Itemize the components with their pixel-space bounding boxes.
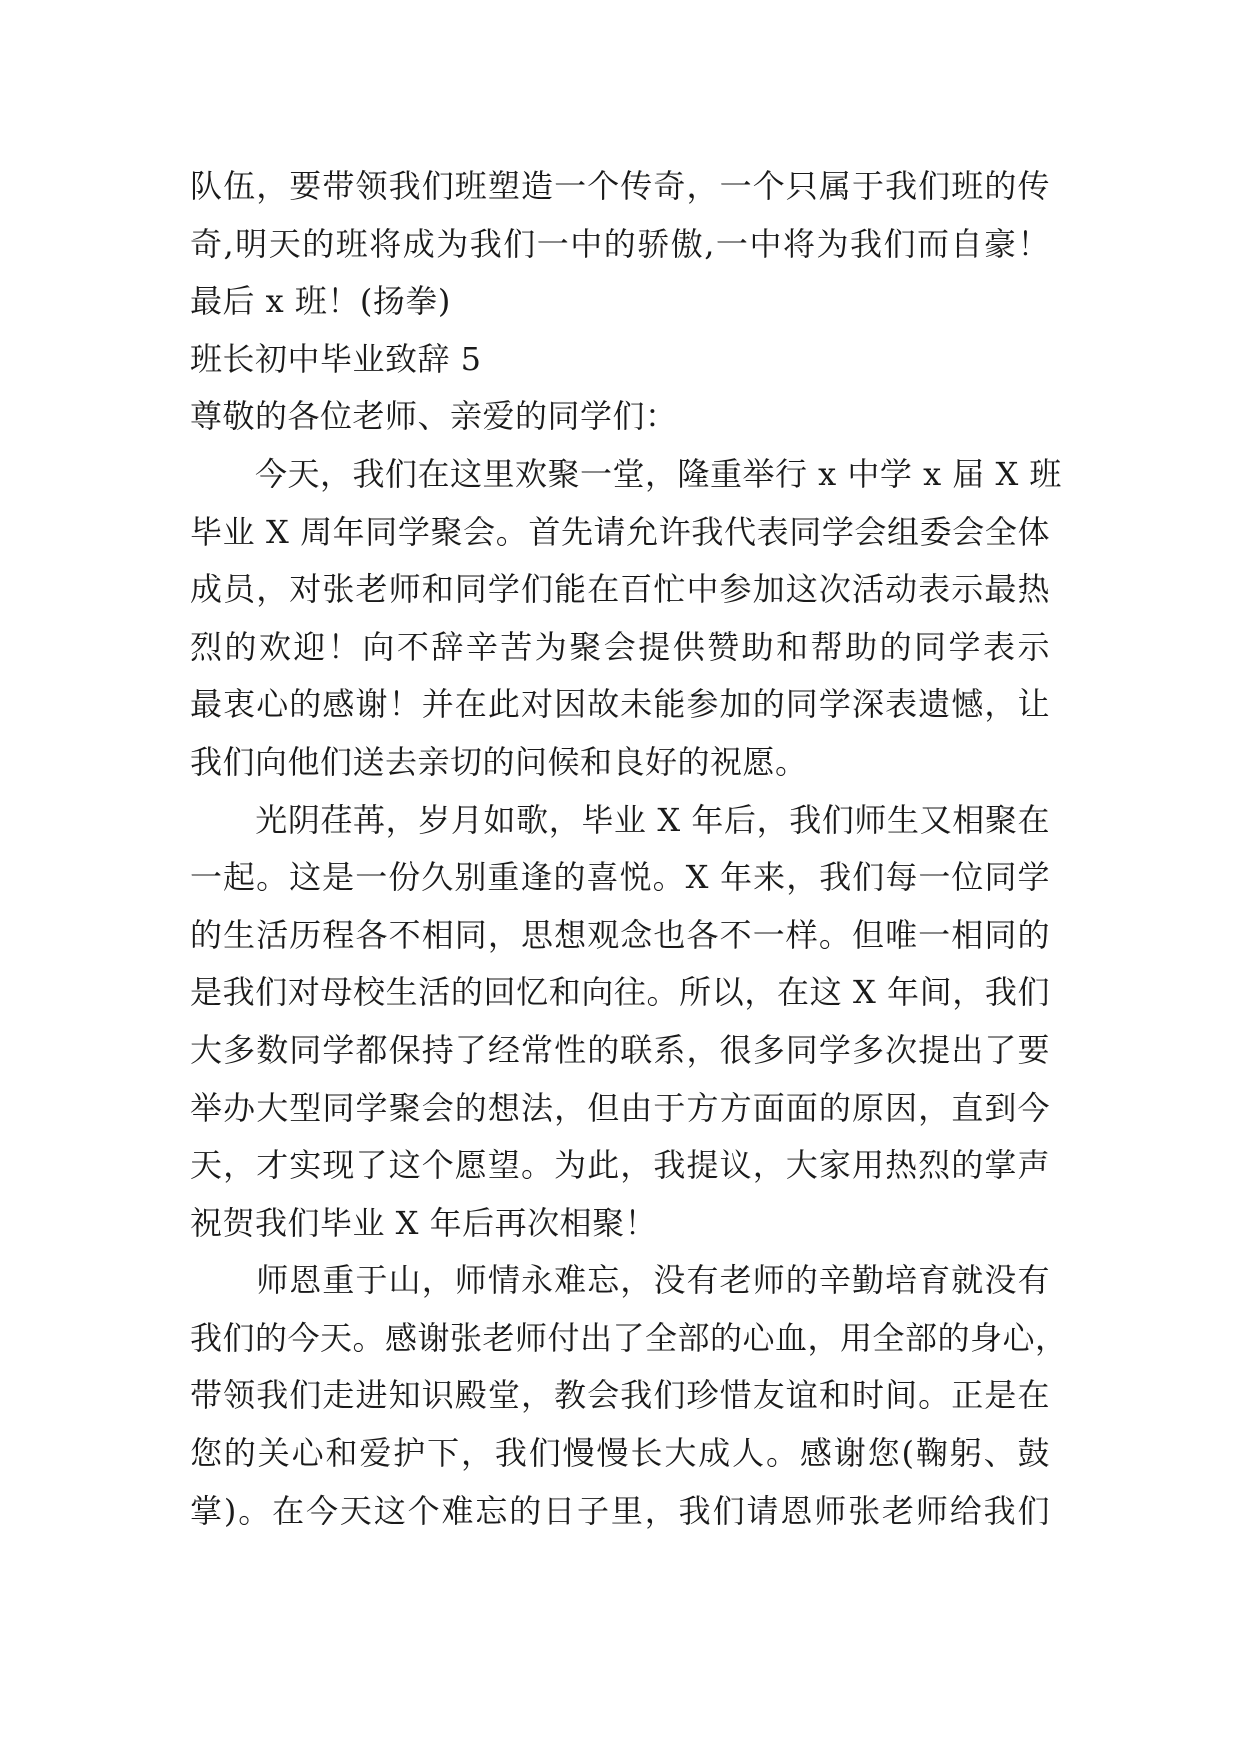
text-line: 毕业 X 周年同学聚会。首先请允许我代表同学会组委会全体 [190, 512, 1050, 551]
text-line: 我们的今天。感谢张老师付出了全部的心血，用全部的身心， [190, 1318, 1068, 1357]
text-line: 班长初中毕业致辞 5 [190, 339, 482, 378]
text-line: 尊敬的各位老师、亲爱的同学们： [190, 397, 678, 436]
text-line: 带领我们走进知识殿堂，教会我们珍惜友谊和时间。正是在 [190, 1376, 1050, 1415]
text-line: 的生活历程各不相同，思想观念也各不一样。但唯一相同的 [190, 915, 1050, 954]
text-line: 一起。这是一份久别重逢的喜悦。X 年来，我们每一位同学 [190, 858, 1050, 897]
text-line: 天，才实现了这个愿望。为此，我提议，大家用热烈的掌声 [190, 1146, 1050, 1185]
text-line: 您的关心和爱护下，我们慢慢长大成人。感谢您(鞠躬、鼓 [190, 1434, 1050, 1473]
document-body [190, 158, 1068, 1540]
text-line: 光阴荏苒，岁月如歌，毕业 X 年后，我们师生又相聚在 [190, 800, 1050, 839]
text-line: 是我们对母校生活的回忆和向往。所以，在这 X 年间，我们 [190, 973, 1050, 1012]
text-line: 祝贺我们毕业 X 年后再次相聚！ [190, 1203, 658, 1242]
text-line: 师恩重于山，师情永难忘，没有老师的辛勤培育就没有 [190, 1261, 1050, 1300]
text-line: 今天，我们在这里欢聚一堂，隆重举行 x 中学 x 届 X 班 [190, 454, 1062, 493]
text-line: 大多数同学都保持了经常性的联系，很多同学多次提出了要 [190, 1030, 1050, 1069]
text-line: 队伍，要带领我们班塑造一个传奇，一个只属于我们班的传 [190, 167, 1050, 205]
text-line: 成员，对张老师和同学们能在百忙中参加这次活动表示最热 [190, 570, 1050, 609]
text-line: 奇,明天的班将成为我们一中的骄傲,一中将为我们而自豪！ [190, 224, 1050, 263]
text-line: 举办大型同学聚会的想法，但由于方方面面的原因，直到今 [190, 1088, 1050, 1127]
text-line: 最衷心的感谢！并在此对因故未能参加的同学深表遗憾，让 [190, 685, 1050, 724]
text-line: 掌)。在今天这个难忘的日子里，我们请恩师张老师给我们 [190, 1491, 1050, 1530]
text-line: 烈的欢迎！向不辞辛苦为聚会提供赞助和帮助的同学表示 [190, 627, 1050, 666]
text-line: 我们向他们送去亲切的问候和良好的祝愿。 [190, 742, 808, 781]
text-line: 最后 x 班！(扬拳) [190, 282, 451, 321]
